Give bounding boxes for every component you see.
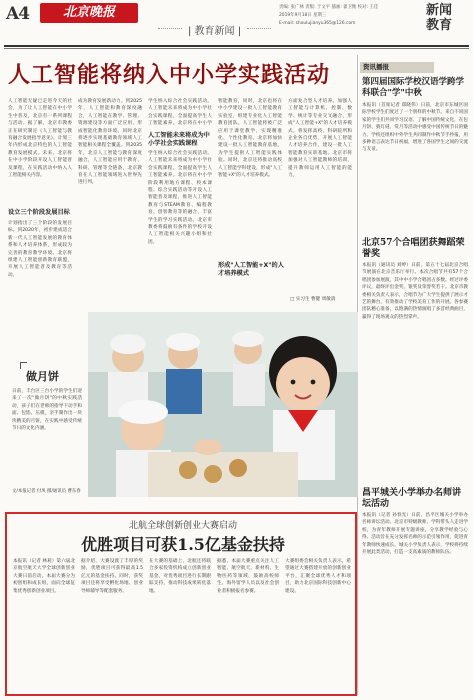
masthead-rule [4, 45, 469, 47]
section-title-right: 新闻 教育 [426, 3, 453, 33]
featured-story-col1: 本报讯（记者 林莉）第六届北京航空航天大学全球创新创业大赛日前启动。本届大赛分为初创组和成长组，面向全球征集优秀创新创业项目。 [13, 559, 75, 594]
main-story-col3a: 学生纳入综合社会实践活动。人工智能未来将成为中小学社会实践课程，全面提高学生人工智能素养。北京将在中小学 [148, 99, 212, 127]
side-story1-headline: 第四届国际学校汉语学跨学科联合"学"中秋 [362, 77, 465, 98]
main-story-col1b: 计划指出了三个阶段的发展目标。到2020年，初步建成适合新一代人工智能发展的教育体系和人才培养体系，形成较为完善的教育教学环境。北京将组建人工智能创新教育联盟，开展人工智能普及教育等活动。 [8, 221, 72, 278]
newspaper-logo: 北京晚报 [40, 3, 138, 23]
news-brief-tag: 资讯播报 [360, 62, 434, 73]
main-subhead-3: 形成"人工智能+X"的人才培养模式 [218, 262, 284, 277]
main-story-col2: 成为教育发展新动力。到2025年，人工智能和教育深度融合，人工智能在教学、管理、资源建设等方面广泛应用，形成智能化教育环境。同时北京将逐步实现基础教育领域人工智能相关课程全覆盖。到2035年，北京人工智能与教育深度融合，人工智能应用于教育、科研、管理等全链条，北京教育在人工智能领域进入世界先进行列。 [78, 99, 142, 186]
meta-email: E-mail: shoulujianyu365@126.com [279, 21, 356, 26]
sidebar-body: 日前，丰台区三台小学的学生们迎来了一次"做月饼"的中秋实践活动，孩子们在老师的指导下动手和面、包馅、压模，亲手制作出一块块精美的月饼，在实践中感受传统节日的文化内涵。 [12, 389, 82, 432]
featured-story-box [5, 512, 357, 696]
section-label: | 教育新闻 | [188, 22, 241, 37]
featured-story-title: 优胜项目可获1.5亿基金扶持 [81, 535, 285, 554]
children-making-mooncakes-illustration [88, 312, 358, 497]
page-number: A4 [6, 4, 30, 24]
sidebar-title: 做月饼 [26, 370, 59, 383]
side-story2-headline: 北京57个合唱团获舞蹈荣誉奖 [362, 238, 465, 259]
masthead [0, 0, 473, 44]
side-story3-headline: 昌平城关小学举办名师讲坛活动 [362, 488, 462, 509]
featured-story-col2: 据介绍，大赛设置了丰厚的奖励，优胜项目可获得最高1.5亿元的基金扶持。同时，获奖项目还将享受孵化场地、创业导师辅导等配套服务。 [81, 559, 143, 594]
news-photo [88, 312, 358, 497]
meta-date: 2019年9月18日 星期三 [279, 13, 327, 18]
masthead-rule-thin [4, 48, 469, 49]
page-meta [279, 4, 419, 28]
featured-story-col5: 大赛组委会相关负责人表示，希望通过大赛搭建开放的创新创业平台，汇聚全球优秀人才和项目，助力北京国际科技创新中心建设。 [285, 559, 351, 594]
main-subhead-2: 人工智能未来将成为中小学社会实践课程 [148, 132, 210, 147]
side-story3-body: 本报讯（记者 孙春光）日前，昌平区城关小学举办名师讲坛活动。北京市特级教师、学科带头人走进学校，为青年教师开展专题讲座，分享教学经验与心得。活动旨在充分发挥名师的示范引领作用，促进青年教师快速成长。城关小学负责人表示，学校将持续开展此类活动，打造一支高素质的教师队伍。 [362, 513, 468, 556]
side-story1-body: 本报讯（首席记者 郑晓伟）日前，北京市东城区国际学校学生们度过了一个别样的中秋节。来自不同国家的学生们共同学习汉语、了解中国传统文化，在包月饼、猜灯谜、赏月等活动中感受中国传统节日的魅力。学校还组织中外学生共同制作中秋节手抄报，用多种语言表达节日祝福，增进了各国学生之间的交流与友谊。 [362, 103, 468, 153]
featured-story-col3: 在大赛的基础上，北航还将联合多家投资机构成立创新创业基金，对优秀项目进行长期跟踪支持，推动科技成果转化落地。 [149, 559, 211, 594]
main-story-col1: 人工智能无疑已走进今天的社会，为了让人工智能在中小学生中普及，北京有一系列课程与活动。据了解，北京市教委正在研究制定《人工智能与教育融合发展指导意见》，计划三年内形成北京特色的人工智能教育发展模式。未来，北京将在中小学阶段开设人工智能普及课程，在实践活动中纳入人工智能相关内容。 [8, 99, 72, 179]
meta-editors: 责编: 张广林 责版: 于文平 插画: 翟卫衡 校对: 王佳 [279, 5, 379, 10]
main-story-col3: 学生纳入综合社会实践活动。人工智能未来将成为中小学社会实践课程，全面提高学生人工智能素养。北京将在中小学阶段利用地方课程、校本课程、综合实践活动等开设人工智能普及课程，推进人工智能教育与STEAM教育、编程教育、创客教育等的融合，丰富学生的学习实践活动。北京市教委将鼓励有条件的学校开设人工智能相关兴趣小组和社团。 [148, 151, 212, 245]
featured-story-kicker: 北航全球创新创业大赛启动 [128, 521, 237, 531]
side-story2-body: 本报讯（通讯员 刘婷）日前，第五十七届北京合唱节展演在北京音乐厅举行。本次合唱节共有57个合唱团参加展演，其中中小学合唱团占多数。经过评委评议，最终评出金奖、银奖及荣誉奖若干。北京市教委相关负责人表示，合唱节为广大学生提供了展示才艺的舞台，有效推动了学校美育工作的开展。各参赛团队精心准备，以饱满的热情演唱了多首经典曲目，赢得了现场观众的热烈掌声。 [362, 263, 468, 320]
main-headline: 人工智能将纳入中小学实践活动 [8, 62, 331, 88]
main-story-col5: 方面复合型人才培养。加强人工智能与计算机、控制、数学、统计等专业交叉融合，形成"人工智能+X"的人才培养模式。将发挥高校、科研院所和企业各自优势，开展人工智能人才培养合作，建设一批人工智能教育实训基地。北京市将加强对人工智能教师的培训，提升教师运用人工智能的能力。 [288, 99, 352, 179]
main-byline: □ 实习生 曹健 周敏鸽 [290, 297, 336, 302]
sidebar-credit: 文/本报记者 付凤 摄/通讯员 曹东春 [12, 489, 81, 494]
main-story-col4: 智能教育，同时，北京也将在中小学建设一批人工智能教育实验室，组建专业化人工智能教育团队。人工智能将被广泛应用于课堂教学，实现精准化、个性化教育。北京将加快建设一批人工智能教育基地，为学生提供人工智能实践体验。同时，北京还将推动高校人工智能学科建设，形成"人工智能+X"的人才培养模式。 [218, 99, 282, 179]
main-subhead-1: 设立三个阶段发展目标 [8, 209, 70, 216]
featured-story-col4: 据悉，本届大赛重点关注人工智能、航空航天、新材料、生物医药等领域，鼓励高校师生、海外留学人员以及社会创业者积极报名参赛。 [217, 559, 279, 594]
